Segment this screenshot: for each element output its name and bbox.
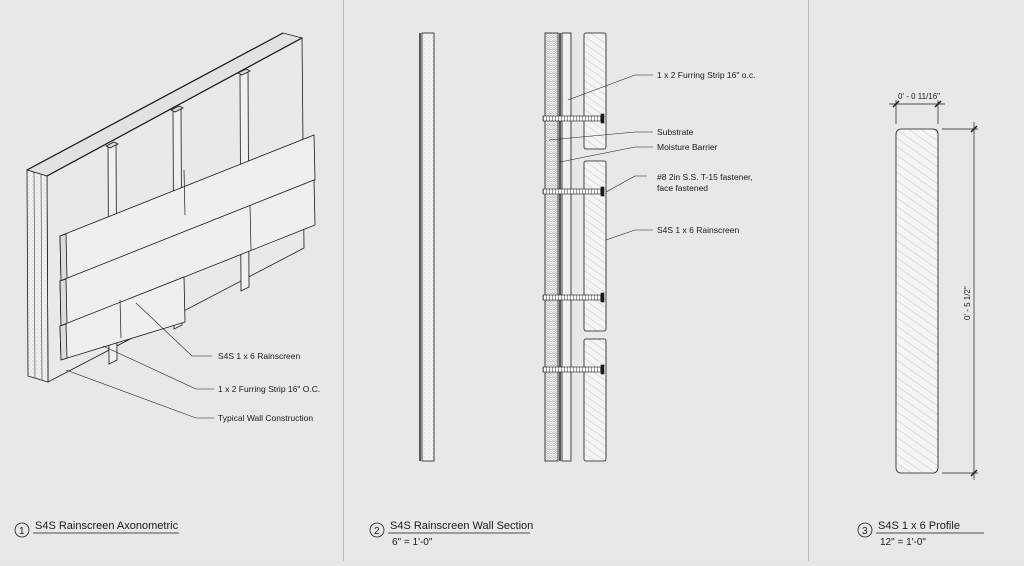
view-scale: 6" = 1'-0" — [392, 537, 433, 548]
label-furring-strip: 1 x 2 Furring Strip 16" o.c. — [657, 70, 756, 80]
dimension-width: 0' - 5 1/2" — [963, 286, 972, 320]
label-fastener-line1: #8 2in S.S. T-15 fastener, — [657, 172, 753, 182]
dimension-thickness: 0' - 0 11/16" — [898, 92, 941, 101]
label-substrate: Substrate — [657, 127, 694, 137]
label-moisture-barrier: Moisture Barrier — [657, 142, 718, 152]
view-title: S4S 1 x 6 Profile — [878, 520, 960, 532]
view-number: 2 — [374, 526, 380, 537]
wall-section-drawing — [344, 0, 808, 561]
label-fastener-line2: face fastened — [657, 183, 709, 193]
view-scale: 12" = 1'-0" — [880, 537, 926, 548]
axonometric-panel — [0, 0, 343, 561]
profile-drawing — [809, 0, 1024, 561]
label-wall-construction: Typical Wall Construction — [218, 413, 314, 423]
view-number: 3 — [862, 526, 868, 537]
label-furring-strip: 1 x 2 Furring Strip 16" O.C. — [218, 384, 321, 394]
view-title: S4S Rainscreen Wall Section — [390, 520, 534, 532]
wall-section-panel — [344, 0, 808, 561]
label-rainscreen: S4S 1 x 6 Rainscreen — [657, 225, 740, 235]
axonometric-drawing — [0, 0, 343, 561]
label-rainscreen: S4S 1 x 6 Rainscreen — [218, 351, 301, 361]
view-number: 1 — [19, 526, 25, 537]
board-profile — [896, 129, 938, 473]
profile-panel — [809, 0, 1024, 561]
view-title: S4S Rainscreen Axonometric — [35, 520, 179, 532]
